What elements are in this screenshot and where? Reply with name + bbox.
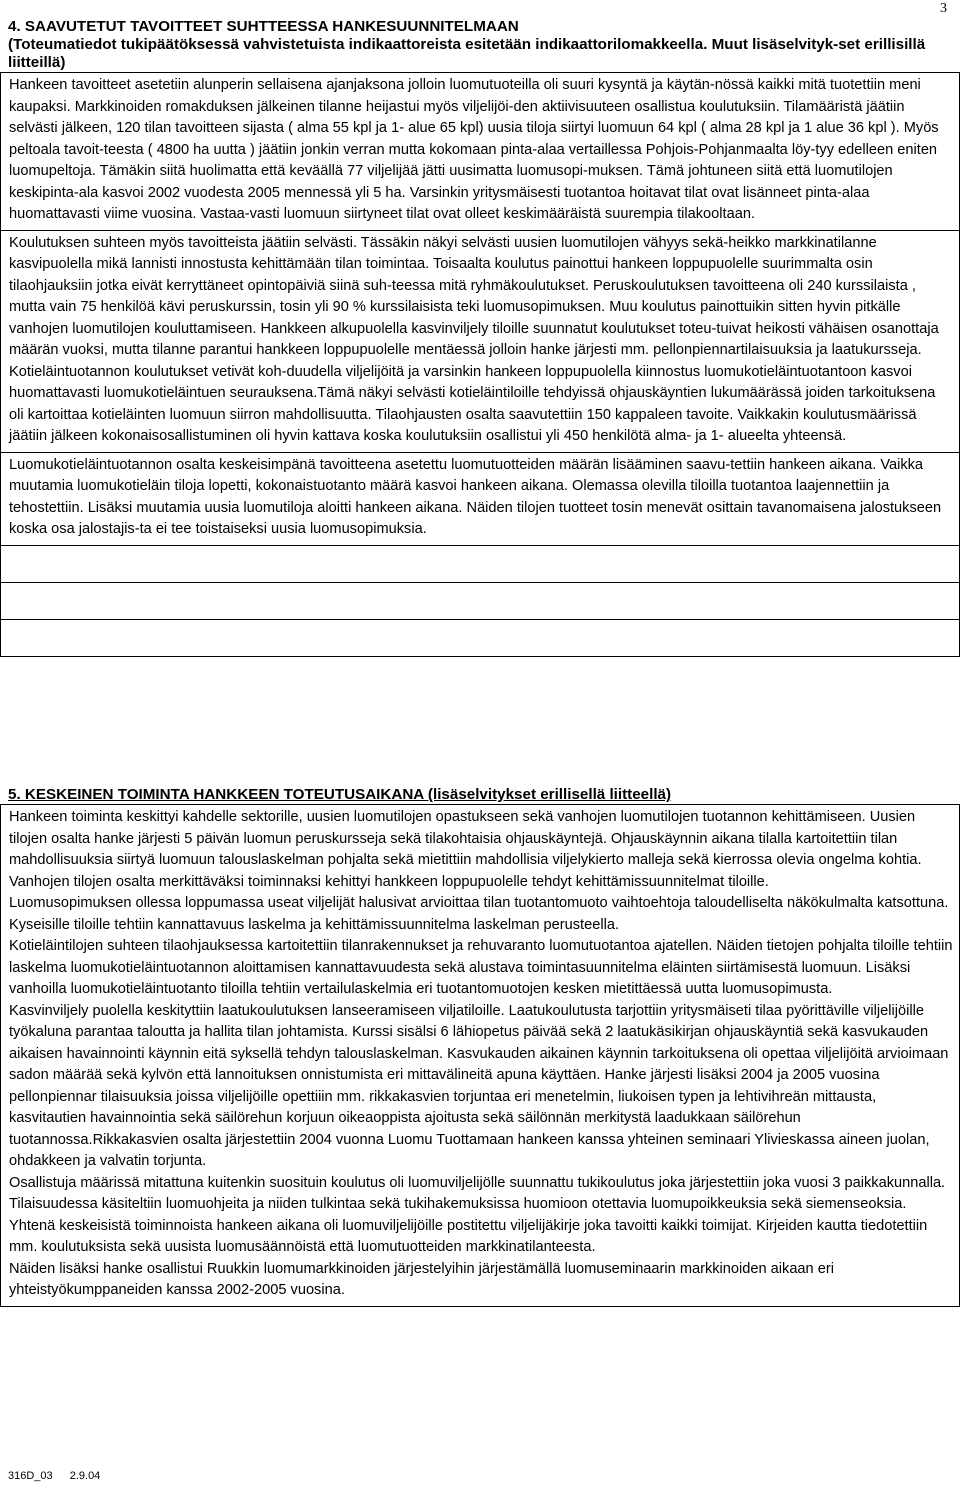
page-number: 3 [940, 1, 947, 16]
section-5 [0, 786, 960, 1307]
section-4-text-cell [1, 452, 960, 545]
section-4-paragraph: Koulutuksen suhteen myös tavoitteista jäätiin selvästi. Tässäkin näkyi selvästi uusien luomutilojen vähyys sekä-heikko markkinatilanne kasvipuolella mikä lannisti innostusta kehittämään tilan toimintaa. Toisaalta koulutus painottui hankeen loppupuolelle suurimmalta osin tilaohjauksiin jotka eivät kerryttäneet opintopäiviä siinä suh-teessa mitä ryhmäkoulutukset. Peruskoulutuksen tavoitteena oli 240 kurssilaista , mutta vain 75 henkilöä kävi peruskurssin, tosin yli 90 % kurssilaisista teki luomusopimuksen. Muu koulutus painottuikin sitten hyvin pitkälle vanhojen luomutilojen kouluttamiseen. Hankkeen alkupuolella kasvinviljely tiloille suunnatut koulutukset toteu-tuivat heikosti vähäisen osanottaja määrän vuoksi, mutta tilanne parantui hankkeen loppupuolelle mentäessä jolloin hanke järjesti mm. pellonpiennartilaisuuksia ja laatukursseja. Kotieläintuotannon koulutukset vetivät koh-duudella viljelijöitä ja varsinkin hankeen loppupuolella kiinnostus luomukotieläintuotantoon kasvoi huomattavasti luomukotieläintuen seurauksena.Tämä näkyi selvästi kotieläintiloille tehdyissä ohjauskäyntien lukumäärässä joiden tarkoituksena oli kartoittaa kotieläinten luomuun siirron mahdollisuutta. Tilaohjausten osalta saavutettiin 150 kappaleen tavoite. Vaikkakin koulutusmäärissä jäätiin jälkeen kokonaisosallistuminen oli hyvin kattava koska koulutuksiin osallistui yli 450 henkilötä alma- ja 1- alueelta yhteensä. [9, 234, 939, 444]
empty-row [1, 619, 960, 656]
footer [8, 1470, 114, 1482]
section-5-paragraph: Osallistuja määrissä mitattuna kuitenkin suosituin koulutus oli luomuviljelijölle suunnattu tukikoulutus joka järjestettiin joka vuosi 3 paikkakunnalla. Tilaisuudessa käsiteltiin luomuohjeita ja niiden tulkintaa sekä tukihakemuksissa huomioon otettavia luomupoikkeuksia sekä siemenseoksia. [9, 1174, 946, 1212]
section-4-table [0, 72, 960, 657]
section-5-heading [0, 786, 960, 804]
section-4-text-cell [1, 230, 960, 452]
section-4-text-cell [1, 73, 960, 231]
section-5-heading-text: 5. KESKEINEN TOIMINTA HANKKEEN TOTEUTUSAIKANA (lisäselvitykset erillisellä liitteellä) [8, 786, 672, 803]
section-5-table [0, 804, 960, 1307]
section-4-paragraph: Luomukotieläintuotannon osalta keskeisimpänä tavoitteena asetettu luomutuotteiden määrän lisääminen saavu-tettiin hankeen aikana. Vaikka muutamia luomukotieläin tiloja lopetti, kokonaistuotanto määrä kasvoi hankeen aikana. Olemassa olevilla tiloilla tuotantoa laajennettiin ja tehostettiin. Lisäksi muutamia uusia luomutiloja aloitti hankeen aikana. Näiden tilojen tuotteet tosin menevät osittain tavanomaisena jalostukseen koska osa jalostajis-ta ei tee toistaiseksi uusia luomusopimuksia. [9, 456, 942, 537]
footer-code: 316D_03 [8, 1470, 53, 1482]
section-5-paragraph: Yhtenä keskeisistä toiminnoista hankeen aikana oli luomuviljelijöille postitettu viljelijäkirje joka tavoitti kaikki toimijat. Kirjeiden kautta tiedotettiin mm. koulutuksista sekä uusista luomusäännöistä että luomutuotteiden markkinatilanteesta. [9, 1217, 928, 1255]
footer-date: 2.9.04 [69, 1470, 101, 1482]
section-4 [0, 18, 960, 657]
section-5-paragraph: Kotieläintilojen suhteen tilaohjauksessa kartoitettiin tilanrakennukset ja rehuvaranto luomutuotantoa ajatellen. Näiden tietojen pohjalta tiloille tehtiin laskelma luomukotieläintuotannon aloittamisen kannattavuudesta sekä alustava toimintasuunnitelma eläinten siirtämisestä luomuun. Lisäksi vanhoilla luomukotieläintuotanto tiloilla tehtiin vertailulaskelmia eri tuotantomuotojen kesken mietittäessä uutta luomusopimusta. [9, 938, 953, 997]
empty-row [1, 545, 960, 582]
section-5-paragraph: Kasvinviljely puolella keskityttiin laatukoulutuksen lanseeramiseen viljatiloille. Laatukoulutusta tarjottiin yritysmäiseti tilaa pyörittäville viljelijöille työkaluna parantaa taloutta ja hallita tilan johtamista. Kurssi sisälsi 6 lähiopetus päivää sekä 2 laatukäsikirjan ohjauskäyntiä sekä kasvukauden aikaisen havainnointi käynnin eitä syksellä tehdyn talouslaskelman. Kasvukauden aikainen käynnin tarkoituksena oli opettaa viljelijöitä arvioimaan sadon määrää sekä kylvön että lannoituksen onnistumista eri mittavälineitä apuna käyttäen. Hanke järjesti lisäksi 2004 ja 2005 vuosina pellonpiennar tilaisuuksia joissa viljelijöille opettiiin mm. rikkakasvien torjuntaa eri menetelmin, liukoisen typen ja lehtivihreän mittausta, kasvitautien havainnointia sekä säilörehun korjuun oikeaoppista ajoitusta sekä säilönnän merkitystä laadukkaan säilörehun tuotannossa.Rikkakasvien osalta järjestettiin 2004 vuonna Luomu Tuottamaan hankeen kanssa yhteinen seminaari Ylivieskassa aineen juolan, ohdakkeen ja valvatin torjunta. [9, 1002, 949, 1169]
section-5-paragraph: Luomusopimuksen ollessa loppumassa useat viljelijät halusivat arvioittaa tilan tuotantomuoto vaihtoehtoja taloudelliselta näkökulmalta katsottuna. Kyseisille tiloille tehtiin kannattavuus laskelma ja kehittämissuunnitelma laskelman perusteella. [9, 895, 949, 933]
section-4-subtitle: (Toteumatiedot tukipäätöksessä vahvistetuista indikaattoreista esitetään indikaattorilomakkeella. Muut lisäselvityk-set erillisillä liitteillä) [8, 36, 926, 71]
section-4-paragraph: Hankeen tavoitteet asetetiin alunperin sellaisena ajanjaksona jolloin luomutuoteilla oli suuri kysyntä ja käytän-nössä kaikki mitä tuotettiin meni kaupaksi. Markkinoiden romakduksen jälkeinen tilanne heijastui myös viljelijöi-den aktiivisuuteen osallistua koulutuksiin. Tilamääristä jäätiin selvästi jälkeen, 120 tilan tavoitteen sijasta ( alma 55 kpl ja 1- alue 65 kpl) uusia tiloja siirtyi luomuun 64 kpl ( alma 28 kpl ja 1 alue 36 kpl ). Myös peltoala tavoit-teesta ( 4800 ha uutta ) jäätiin jonkin verran mutta kokomaan pinta-alaa vertaillessa Pohjois-Pohjanmaalta löy-tyy edelleen eniten luomupeltoja. Tämäkin siitä huolimatta että keväällä 77 viljelijää jätti uusimatta luomusopi-muksen. Tämä johtuneen siitä että luomutilojen keskipinta-ala kasvoi 2002 vuodesta 2005 mennessä yli 5 ha. Varsinkin yritysmäisesti tuotantoa hoitavat tilat ovat lisänneet pinta-alaa huomattavasti viime vuosina. Vastaa-vasti luomuun siirtyneet tilat ovat olleet keskimääräistä suurempia tilakooltaan. [9, 77, 939, 222]
section-5-paragraph: Hankeen toiminta keskittyi kahdelle sektorille, uusien luomutilojen opastukseen sekä vanhojen luomutilojen tuotannon kehittämiseen. Uusien tilojen osalta hanke järjesti 5 päivän luomun peruskursseja sekä tilakohtaisia ohjauskäyntejä. Ohjauskäynnin aikana tilalla kartoitettiin tilan mahdollisuuksia siirtyä luomuun talouslaskelman pohjalta sekä mietittiin mahdollisia viljelykierto malleja sekä kierrossa olevia ongelma kohtia. Vanhojen tilojen osalta merkittäväksi toiminnaksi kehittyi hankkeen loppupuolelle tehdyt kehittämissuunnitelmat tiloille. [9, 809, 922, 890]
empty-row [1, 582, 960, 619]
section-4-heading: 4. SAAVUTETUT TAVOITTEET SUHTTEESSA HANKESUUNNITELMAAN [8, 18, 519, 35]
section-5-paragraph: Näiden lisäksi hanke osallistui Ruukkin luomumarkkinoiden järjestelyihin järjestämällä luomuseminaarin markkinoiden aikaan eri yhteistyökumppaneiden kanssa 2002-2005 vuosina. [9, 1260, 834, 1298]
section-5-text-cell [1, 805, 960, 1307]
